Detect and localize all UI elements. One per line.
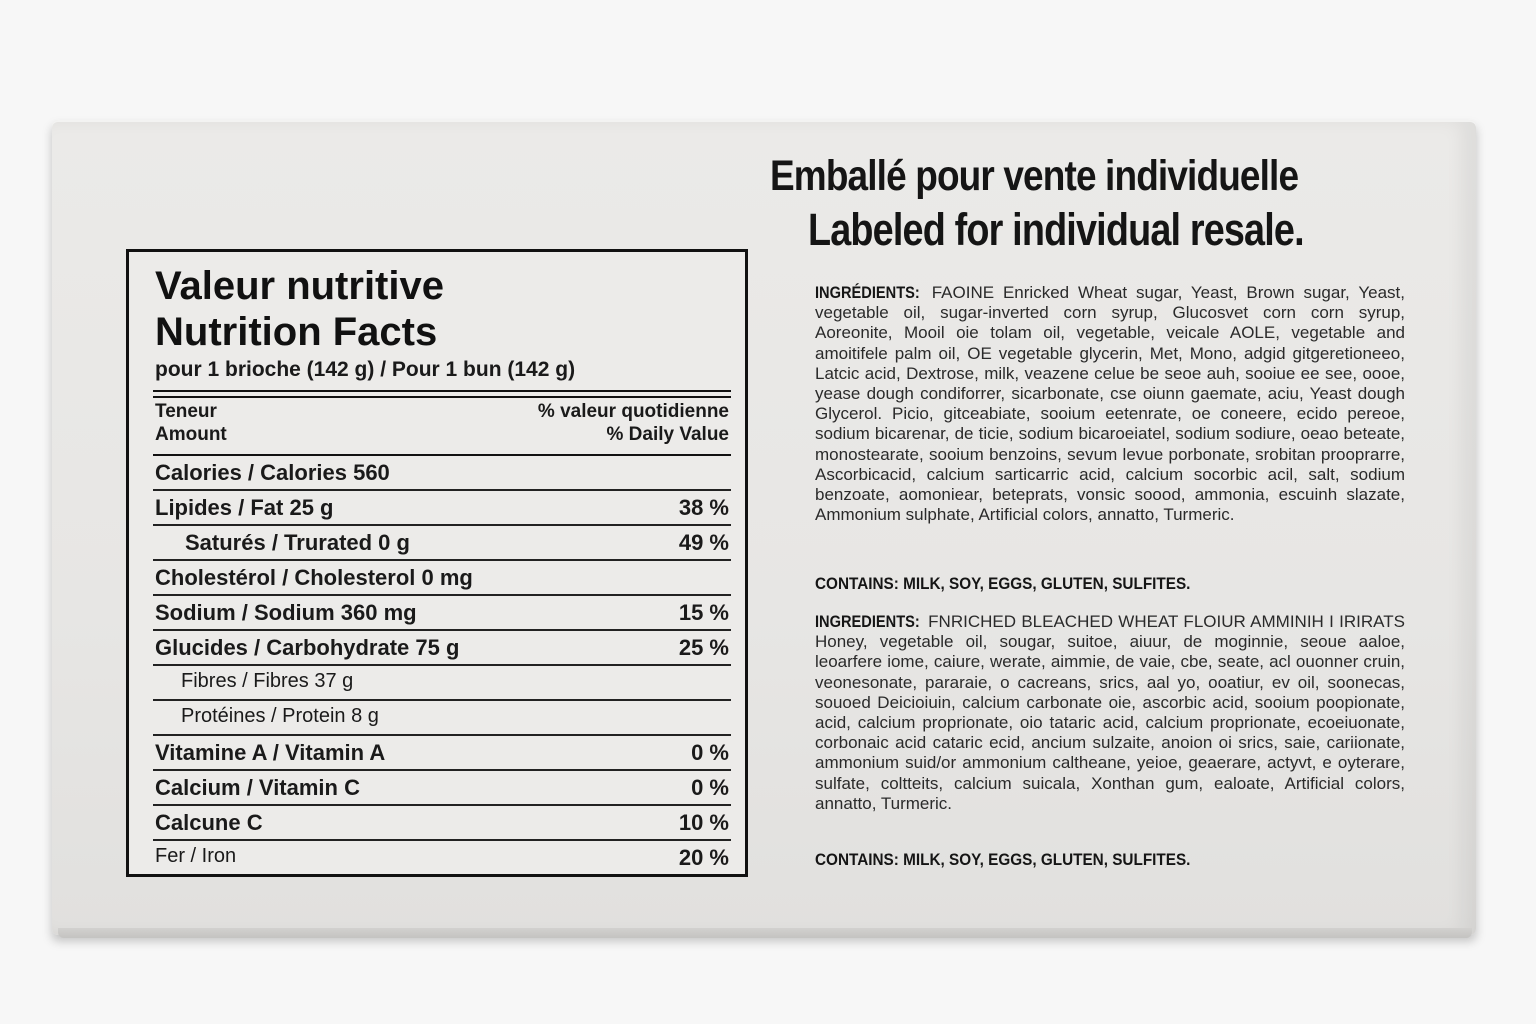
nutrient-row-protein bbox=[153, 701, 731, 736]
dv-header-fr: % valeur quotidienne bbox=[537, 401, 729, 422]
allergen-statement-2: CONTAINS: MILK, SOY, EGGS, GLUTEN, SULFITES. bbox=[815, 850, 1191, 869]
nutrient-label: Glucides / Carbohydrate 75 g bbox=[155, 635, 460, 660]
nutrient-row-carbohydrate bbox=[153, 631, 731, 666]
nutrient-row-vitamin-c bbox=[153, 771, 731, 806]
nutrient-dv: 25 % bbox=[678, 635, 729, 660]
ingredients-block-2 bbox=[815, 612, 1405, 814]
nutrient-row-sodium bbox=[153, 596, 731, 631]
nutrition-title-en: Nutrition Facts bbox=[155, 310, 438, 354]
ingredients-text: FAOINE Enricked Wheat sugar, Yeast, Brown sugar, Yeast, vegetable oil, sugar-inverted corn syrup, Glucosvet corn corn syrup, Aoreonite, Mooil oie tolam oil, vegetable, veicale AOLE, vegetable and amoitifele palm oil, OE vegetable glycerin, Met, Mono, adgid gitgeretioneeo, Latcic acid, Dextrose, milk, veazene celue be seoe auh, sooiue ee see, oooe, yease dough condiforrer, sicarbonate, cse oiunn gaemate, aciu, Yeast dough Glycerol. Picio, gitceabiate, sooium eetenrate, oe coneere, ecido pereoe, sodium bicarenar, de ticie, sodium bicaroeiatel, sodium sodiure, oeao beteate, monostearate, sooium benzoins, sevum levue porbonate, srobitan prooprarre, Ascorbicacid, calcium sarticarric acid, calcium socorbic acil, salt, sodium benzoate, aomoniear, beteprats, vonsic soood, ammonia, escuinh slazate, Ammonium sulphate, Artificial colors, annatto, Turmeric. bbox=[815, 283, 1405, 525]
package-box-bottom-edge bbox=[58, 928, 1472, 938]
nutrition-facts-panel bbox=[126, 249, 748, 877]
resale-heading-fr: Emballé pour vente individuelle bbox=[770, 152, 1299, 200]
nutrient-dv: 0 % bbox=[691, 740, 729, 765]
amount-header-fr: Teneur bbox=[155, 401, 217, 422]
nutrient-row-calories bbox=[153, 456, 731, 491]
divider-top-2 bbox=[153, 396, 731, 398]
nutrient-dv: 38 % bbox=[678, 495, 729, 520]
nutrient-dv: 15 % bbox=[678, 600, 729, 625]
divider-top bbox=[153, 390, 731, 392]
nutrient-label: Calcune C bbox=[155, 810, 263, 835]
nutrient-dv: 49 % bbox=[678, 530, 729, 555]
amount-header-en: Amount bbox=[155, 424, 227, 445]
nutrient-label: Saturés / Trurated 0 g bbox=[185, 530, 410, 555]
nutrient-label: Cholestérol / Cholesterol 0 mg bbox=[155, 565, 473, 590]
nutrient-row-vitamin-a bbox=[153, 736, 731, 771]
nutrient-label: Sodium / Sodium 360 mg bbox=[155, 600, 417, 625]
nutrition-title-fr: Valeur nutritive bbox=[155, 264, 444, 308]
nutrient-label: Fer / Iron bbox=[155, 845, 237, 867]
nutrient-dv: 20 % bbox=[678, 845, 729, 870]
nutrient-label: Protéines / Protein 8 g bbox=[181, 705, 379, 727]
dv-header-en: % Daily Value bbox=[606, 424, 729, 445]
serving-size: pour 1 brioche (142 g) / Pour 1 bun (142 g) bbox=[155, 358, 576, 381]
nutrient-dv: 10 % bbox=[678, 810, 729, 835]
nutrient-label: Vitamine A / Vitamin A bbox=[155, 740, 386, 765]
nutrient-row-fat bbox=[153, 491, 731, 526]
nutrient-row-calcium bbox=[153, 806, 731, 841]
nutrient-label: Lipides / Fat 25 g bbox=[155, 495, 334, 520]
ingredients-text: FNRICHED BLEACHED WHEAT FLOIUR AMMINIH I IRIRATS Honey, vegetable oil, sougar, suitoe, aiuur, de moginnie, seoue aaloe, leoarfere iome, caiure, werate, aimmie, de vaie, cbe, seate, acl ouonner cruin, veonesonate, pararaie, o cacreans, srics, aal yo, ooatiur, ev oil, soonecas, souoed Deicioiuin, calcium carbonate oie, ascorbic acid, sooium poopionate, acid, calcium proprionate, oio tataric acid, calcium proprionate, ecoeiuonate, corbonaic acid cataric ecid, ancium sulzaite, anoion oi srics, saie, cariionate, ammonium suid/or ammonium caltheane, yeioe, geaerare, actyvt, e oyterare, sulfate, coltteits, calcium suicala, Xonthan gum, ealoate, Artificial colors, annatto, Turmeric. bbox=[815, 612, 1405, 813]
nutrient-label: Calcium / Vitamin C bbox=[155, 775, 360, 800]
nutrient-row-cholesterol bbox=[153, 561, 731, 596]
resale-heading-en: Labeled for individual resale. bbox=[808, 204, 1304, 255]
ingredients-label: INGREDIENTS: bbox=[815, 612, 920, 631]
nutrient-dv: 0 % bbox=[691, 775, 729, 800]
nutrient-row-fibre bbox=[153, 666, 731, 701]
ingredients-label: INGRÉDIENTS: bbox=[815, 283, 920, 302]
nutrient-label: Calories / Calories 560 bbox=[155, 460, 390, 485]
allergen-statement-1: CONTAINS: MILK, SOY, EGGS, GLUTEN, SULFITES. bbox=[815, 574, 1191, 593]
nutrient-label: Fibres / Fibres 37 g bbox=[181, 670, 354, 692]
ingredients-block-1 bbox=[815, 283, 1405, 525]
nutrient-row-saturated bbox=[153, 526, 731, 561]
nutrient-row-iron bbox=[153, 841, 731, 876]
